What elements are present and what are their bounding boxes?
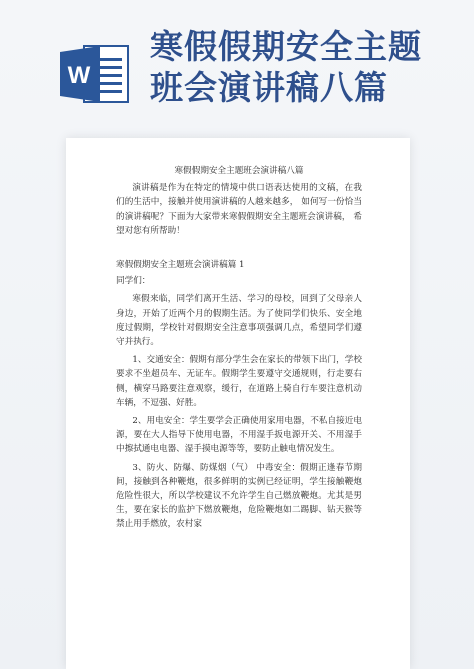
body-paragraph: 3、防火、防爆、防煤烟（气） 中毒安全：假期正逢春节期间，接触到各种鞭炮，很多鲜明的实例已经证明，学生接触鞭炮危险性很大，所以学校建议不允许学生自己燃放鞭炮。尤其是男生，要在家长的监护下燃放鞭炮，危险鞭炮如二踢脚、钻天猴等禁止用手燃放，农村家: [116, 462, 362, 530]
header-banner: [0, 0, 474, 112]
greeting: 同学们：: [116, 276, 151, 287]
title-line-1: 寒假假期安全主题: [150, 27, 422, 66]
title-line-2: 班会演讲稿八篇: [150, 68, 388, 107]
document-page: [66, 138, 410, 669]
svg-text:W: W: [67, 62, 91, 89]
document-title: 寒假假期安全主题班会演讲稿八篇: [174, 166, 304, 176]
body-paragraph: 寒假来临，同学们离开生活、学习的母校，回到了父母亲人身边，开始了近两个月的假期生活。为了使同学们快乐、安全地度过假期，学校针对假期安全注意事项强调几点，希望同学们遵守并执行。: [116, 294, 362, 348]
spacer: [116, 242, 362, 258]
body-paragraph: 1、交通安全：假期有部分学生会在家长的带领下出门，学校要求不坐超员车、无证车。假期学生要遵守交通规则，行走要右侧，横穿马路要注意观察，缓行，在道路上骑自行车要注意机动车辆，不逗强、好胜。: [116, 355, 362, 408]
page-title: [150, 26, 460, 108]
word-document-icon: [60, 44, 130, 104]
intro-paragraph: 演讲稿是作为在特定的情境中供口语表达使用的文稿，在我们的生活中，接触并使用演讲稿的人越来越多， 如何写一份恰当的演讲稿呢？下面为大家带来寒假假期安全主题班会演讲稿， 希望对您有所帮助！: [116, 183, 362, 236]
document-body: [116, 164, 362, 536]
body-paragraph: 2、用电安全：学生要学会正确使用家用电器，不私自接近电源，要在大人指导下使用电器，不用湿手扳电源开关、不用湿手中擦拭通电电器、湿手摸电源等等，要防止触电情况发生。: [116, 416, 362, 455]
section-title: 寒假假期安全主题班会演讲稿篇 1: [116, 260, 245, 271]
